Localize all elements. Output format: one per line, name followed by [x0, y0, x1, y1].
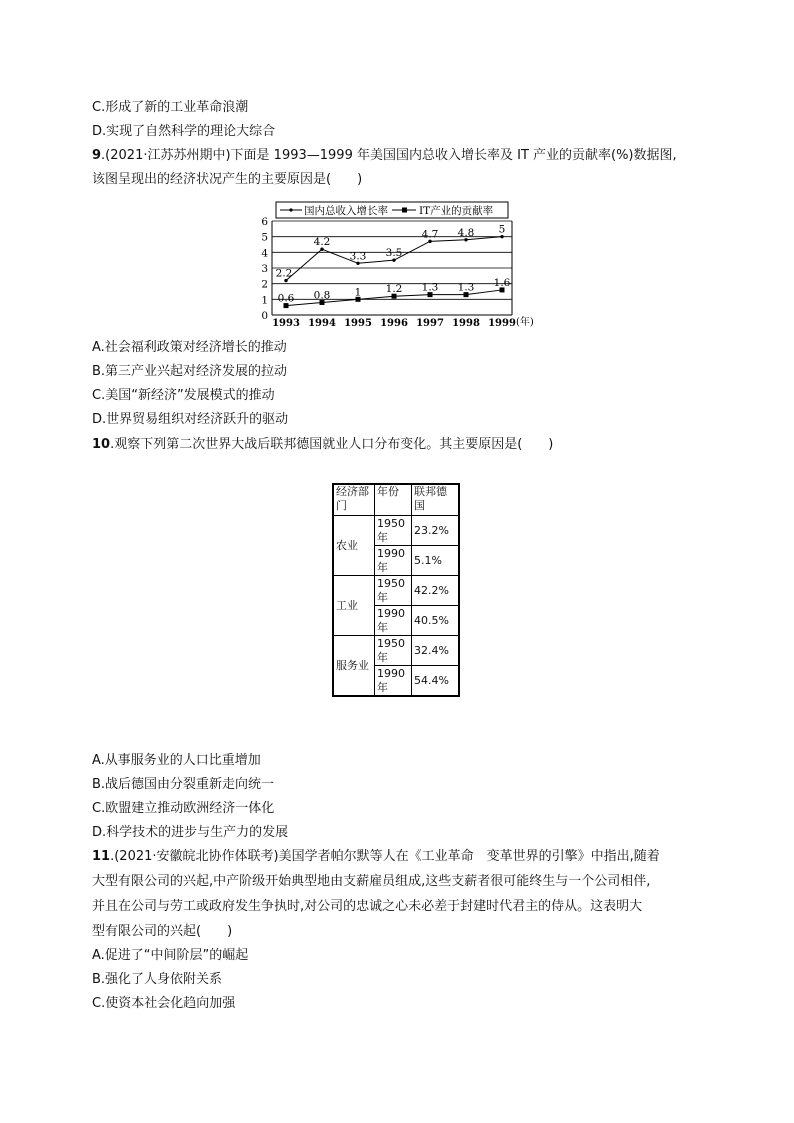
data-label: 0.8	[313, 289, 331, 302]
data-label: 0.6	[277, 292, 295, 305]
y-tick-label: 0	[261, 310, 268, 322]
data-label: 1	[354, 286, 362, 299]
option-d-q9: D.世界贸易组织对经济跃升的驱动	[92, 412, 289, 427]
table-header-row	[333, 484, 459, 516]
data-label: 1.3	[457, 281, 475, 294]
question-text: .(2021·江苏苏州期中)下面是 1993—1999 年美国国内总收入增长率及 IT 产业的贡献率(%)数据图,	[101, 148, 677, 163]
sector-cell: 农业	[333, 516, 375, 576]
option-b-q9: B.第三产业兴起对经济发展的拉动	[92, 364, 288, 379]
year-cell: 1950年	[375, 636, 412, 666]
x-tick-label: 1997	[416, 318, 444, 329]
value-cell: 40.5%	[412, 606, 460, 636]
option-b-q10: B.战后德国由分裂重新走向统一	[92, 777, 275, 792]
option-d-q8: D.实现了自然科学的理论大综合	[92, 124, 276, 139]
table-row	[333, 576, 459, 606]
question-11-stem-cont: 型有限公司的兴起( )	[92, 924, 233, 939]
value-cell: 42.2%	[412, 576, 460, 606]
data-label: 5	[498, 223, 506, 236]
option-c-q11: C.使资本社会化趋向加强	[92, 996, 236, 1011]
year-cell: 1990年	[375, 546, 412, 576]
data-label: 4.8	[457, 226, 475, 239]
y-tick-label: 6	[261, 216, 268, 228]
sector-cell: 服务业	[333, 636, 375, 697]
sector-cell: 工业	[333, 576, 375, 636]
table-header-cell: 联邦德国	[412, 484, 460, 516]
table-header-cell: 经济部门	[333, 484, 375, 516]
data-label: 4.2	[313, 236, 331, 249]
table-row	[333, 516, 459, 546]
question-text: .观察下列第二次世界大战后联邦德国就业人口分布变化。其主要原因是( )	[110, 437, 554, 452]
chart-svg	[258, 197, 542, 331]
y-tick-label: 4	[261, 247, 268, 260]
year-cell: 1950年	[375, 576, 412, 606]
y-tick-label: 5	[261, 231, 268, 244]
data-label: 3.5	[385, 247, 403, 260]
question-11-stem-cont: 大型有限公司的兴起,中产阶级开始典型地由支薪雇员组成,这些支薪者很可能终生与一个公司相伴,	[92, 874, 651, 889]
data-label: 3.3	[349, 250, 367, 263]
year-cell: 1990年	[375, 606, 412, 636]
x-axis-unit: (年)	[516, 317, 534, 328]
option-c-q9: C.美国“新经济”发展模式的推动	[92, 388, 275, 403]
line-chart	[258, 197, 542, 331]
employment-table	[332, 483, 460, 697]
option-c-q10: C.欧盟建立推动欧洲经济一体化	[92, 801, 275, 816]
question-11-stem-cont: 并且在公司与劳工或政府发生争执时,对公司的忠诚之心未必差于封建时代君主的侍从。这表明大	[92, 899, 643, 914]
value-cell: 5.1%	[412, 546, 460, 576]
data-label: 4.7	[421, 228, 439, 241]
option-c-q8: C.形成了新的工业革命浪潮	[92, 100, 249, 115]
y-tick-label: 1	[261, 294, 268, 307]
value-cell: 23.2%	[412, 516, 460, 546]
year-cell: 1990年	[375, 666, 412, 697]
question-9-stem	[92, 146, 677, 166]
value-cell: 32.4%	[412, 636, 460, 666]
question-text: .(2021·安徽皖北协作体联考)美国学者帕尔默等人在《工业革命 变革世界的引擎》中指出,随着	[110, 849, 660, 864]
question-number: 10	[92, 437, 111, 452]
legend-label: 国内总收入增长率	[304, 205, 388, 217]
x-tick-label: 1994	[308, 318, 336, 329]
x-tick-label: 1995	[344, 318, 372, 329]
legend-marker-square	[402, 208, 407, 213]
data-label: 2.2	[275, 267, 293, 280]
value-cell: 54.4%	[412, 666, 460, 697]
table-header-cell: 年份	[375, 484, 412, 516]
x-tick-label: 1999	[488, 318, 516, 329]
x-tick-label: 1998	[452, 318, 480, 329]
question-11-stem	[92, 847, 660, 867]
option-d-q10: D.科学技术的进步与生产力的发展	[92, 825, 289, 840]
data-label: 1.2	[385, 283, 403, 296]
option-a-q9: A.社会福利政策对经济增长的推动	[92, 340, 287, 355]
question-9-stem-cont: 该图呈现出的经济状况产生的主要原因是( )	[92, 172, 363, 187]
question-number: 9	[92, 148, 102, 163]
y-tick-label: 3	[261, 263, 268, 275]
legend-label: IT产业的贡献率	[419, 205, 494, 217]
option-b-q11: B.强化了人身依附关系	[92, 972, 223, 987]
question-10-stem	[92, 435, 553, 455]
question-number: 11	[92, 849, 111, 864]
legend-marker-dot	[289, 208, 292, 211]
data-label: 1.6	[493, 276, 511, 289]
data-label: 1.3	[421, 281, 439, 294]
y-tick-label: 2	[261, 278, 268, 291]
x-tick-label: 1993	[272, 318, 300, 329]
x-tick-label: 1996	[380, 318, 408, 329]
table-row	[333, 636, 459, 666]
year-cell: 1950年	[375, 516, 412, 546]
option-a-q11: A.促进了“中间阶层”的崛起	[92, 948, 249, 963]
option-a-q10: A.从事服务业的人口比重增加	[92, 753, 261, 768]
